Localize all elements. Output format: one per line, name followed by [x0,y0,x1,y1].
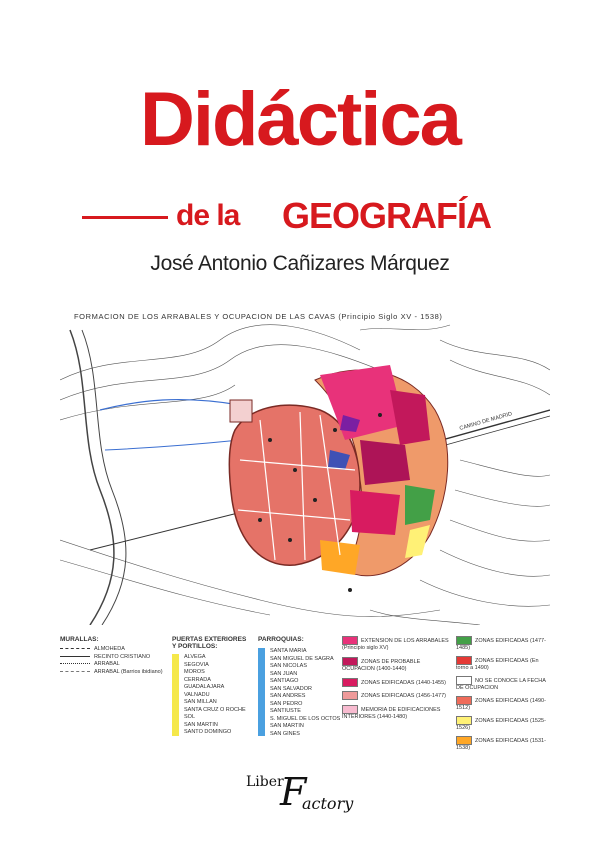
legend-item: ALMOHEDA [60,646,165,654]
map-title: FORMACION DE LOS ARRABALES Y OCUPACION DE LAS CAVAS (Principio Siglo XV - 1538) [74,312,443,321]
legend-item: ARRABAL (Barrios ibidiano) [60,669,165,677]
legend-item: NO SE CONOCE LA FECHA DE OCUPACION [456,677,546,692]
yellow-strip [172,654,179,736]
legend-item: ZONAS DE PROBABLE OCUPACION (1400-1440) [342,658,421,673]
legend-item: SANTIUSTE [270,708,301,714]
legend-item: SAN PEDRO [270,700,303,707]
legend-item: SAN MARTIN [184,721,218,728]
stream [100,400,240,410]
legend-item: ZONAS EDIFICADAS (1477-1485) [456,637,546,652]
map-legend [60,636,550,752]
legend-item: SOL [184,714,196,720]
legend-item: S. MIGUEL DE LOS OCTOS [270,715,341,722]
legend-item: ALVEGA [184,654,206,660]
swatch [456,716,472,725]
historical-city-map [60,320,550,625]
swatch [456,676,472,685]
swatch [342,705,358,714]
legend-item: VALNADU [184,691,210,698]
subtitle-prefix: de la [176,199,240,232]
road-label: CAMINO DE MADRID [458,411,513,432]
swatch [342,657,358,666]
legend-item: MOROS [184,669,205,675]
swatch [456,696,472,705]
legend-item: SAN MARTIN [270,723,304,729]
legend-item: MEMORIA DE EDIFICACIONES INTERIORES (1440-1480) [342,706,441,721]
publisher-logo: Liber F actory [246,770,354,814]
swatch [456,636,472,645]
swatch [456,736,472,745]
book-title: Didáctica [140,77,460,162]
alcazar [230,400,252,422]
legend-item: ZONAS EDIFICADAS (1490-1512) [456,697,546,712]
legend-zonas-a [342,636,452,722]
legend-item: EXTENSION DE LOS ARRABALES (Principio siglo XV) [342,637,449,652]
legend-item: ZONAS EDIFICADAS (En torno a 1490) [456,657,539,672]
legend-item: SAN MIGUEL DE SAGRA [270,655,334,662]
swatch [342,691,358,700]
legend-item: ARRABAL [60,661,165,669]
legend-item: SAN GINES [270,730,300,737]
legend-item: GUADALAJARA [184,684,225,690]
legend-parroquias: PARROQUIAS: SANTA MARIA SAN MIGUEL DE SAGRA SAN NICOLAS SAN JUAN SANTIAGO SAN SALVADOR SAN ANDRES SAN PEDRO SANTIUSTE S. MIGUEL DE LOS OCTOS SAN MARTIN SAN GINES [258,636,341,737]
subtitle-main: GEOGRAFÍA [282,195,492,236]
subtitle-row [0,195,600,235]
legend-item: ZONAS EDIFICADAS (1456-1477) [342,691,452,700]
author-name: José Antonio Cañizares Márquez [150,252,450,275]
blue-strip [258,648,265,736]
legend-item: ZONAS EDIFICADAS (1440-1455) [342,678,452,687]
legend-item: SAN ANDRES [270,693,306,699]
legend-item: SANTO DOMINGO [184,729,232,735]
legend-item: ZONAS EDIFICADAS (1525-1526) [456,717,546,732]
legend-item: SAN NICOLAS [270,663,307,669]
legend-zonas-b [456,636,550,753]
legend-puertas: PUERTAS EXTERIORES Y PORTILLOS: ALVEGA SEGOVIA MOROS CERRADA GUADALAJARA VALNADU SAN MILLAN SANTA CRUZ O ROCHE SOL SAN MARTIN SANTO DOMINGO [172,636,247,735]
legend-item: SEGOVIA [184,661,209,668]
swatch [342,636,358,645]
legend-item: SAN JUAN [270,670,298,677]
legend-item: SANTA CRUZ O ROCHE [184,706,246,713]
swatch [342,678,358,687]
subtitle-rule [82,216,168,219]
legend-item: CERRADA [184,676,211,683]
legend-item: SAN MILLAN [184,699,217,705]
legend-item: SANTIAGO [270,678,299,684]
legend-murallas: MURALLAS: ALMOHEDA RECINTO CRISTIANO ARRABAL ARRABAL (Barrios ibidiano) [60,636,165,676]
legend-item: ZONAS EDIFICADAS (1531-1538) [456,737,546,752]
legend-item: SANTA MARIA [270,648,307,654]
swatch [456,656,472,665]
legend-item: SAN SALVADOR [270,685,312,692]
legend-item: RECINTO CRISTIANO [60,654,165,662]
